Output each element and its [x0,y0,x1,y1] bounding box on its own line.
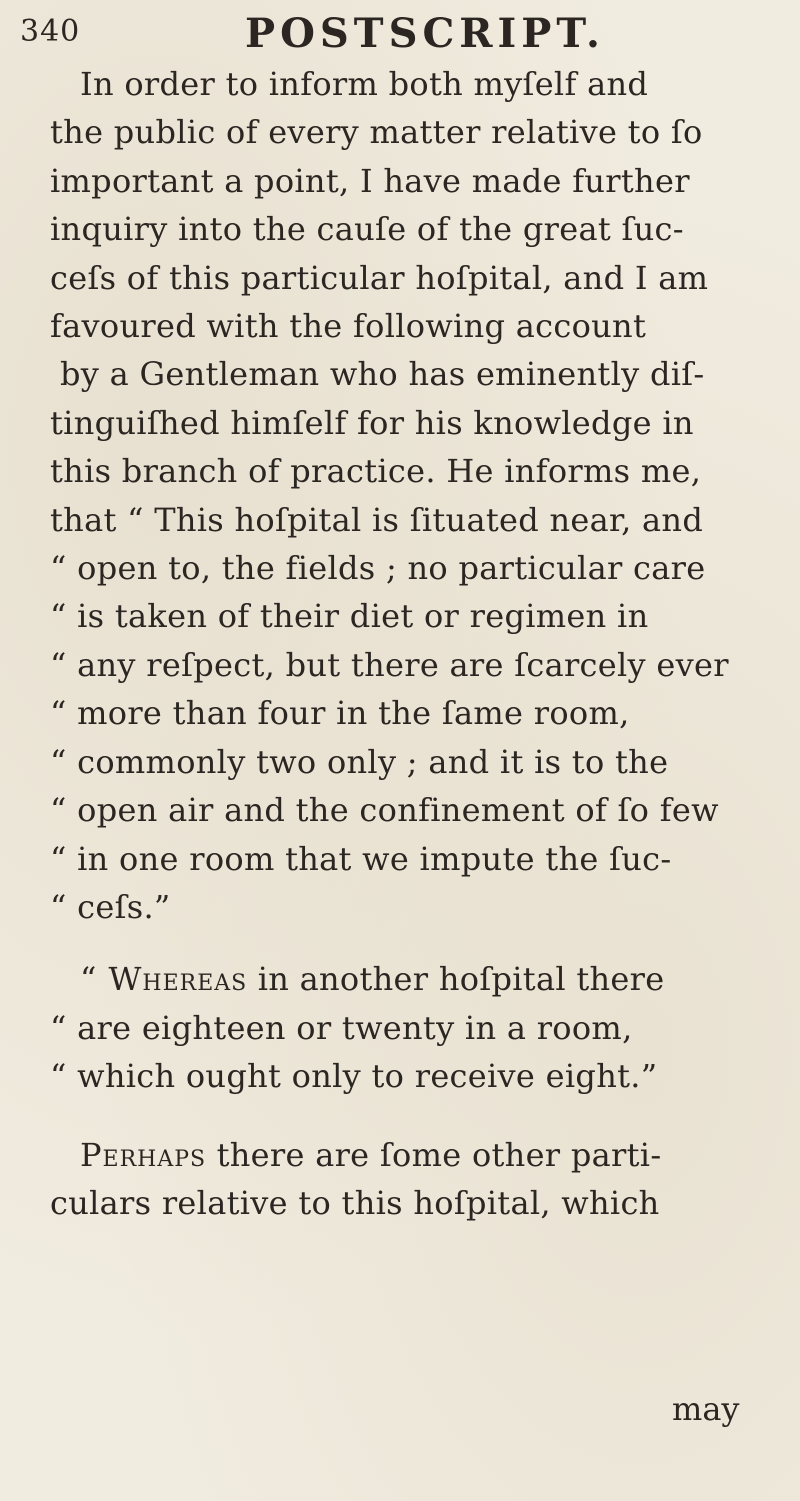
text-line: this branch of practice. He informs me, [50,452,702,491]
text-line: “ in one room that we impute the ſuc- [50,839,672,878]
text-line: “ ceſs.” [50,887,171,926]
text-run: in another hoſpital there [247,960,665,999]
paragraph-1 [50,60,770,931]
text-line: “ open air and the confinement of ſo few [50,791,719,830]
text-line: “ are eighteen or twenty in a room, [50,1008,633,1047]
text-line: “ open to, the fields ; no particular care [50,549,706,588]
text-line: that “ This hoſpital is ſituated near, and [50,500,704,539]
paragraph-2 [50,955,770,1100]
text-line: In order to inform both myſelf and [80,65,649,103]
paragraph-gap [50,1101,770,1131]
text-line: by a Gentleman who has eminently diſ- [60,355,705,394]
text-line: “ commonly two only ; and it is to the [50,742,669,781]
page-header [20,8,760,58]
text-line [50,1131,770,1179]
text-line: “ which ought only to receive eight.” [50,1057,658,1096]
text-line: culars relative to this hoſpital, which [50,1183,660,1222]
page-body [50,60,770,1227]
text-line: “ is taken of their diet or regimen in [50,597,649,636]
text-line [50,955,770,1003]
text-line: inquiry into the cauſe of the great ſuc- [50,210,684,249]
running-head: POSTSCRIPT. [245,10,605,57]
text-line: “ more than four in the ſame room, [50,694,630,733]
page-number: 340 [20,14,81,49]
small-caps-lead: “ Whereas [80,960,248,999]
catchword: may [672,1390,740,1428]
text-line: favoured with the following account [50,307,647,346]
text-line: tinguiſhed himſelf for his knowledge in [50,403,694,442]
paragraph-3 [50,1131,770,1228]
text-line: “ any reſpect, but there are ſcarcely ever [50,645,729,684]
text-line: important a point, I have made further [50,161,690,200]
text-run: there are ſome other parti- [206,1135,662,1174]
small-caps-lead: Perhaps [80,1135,207,1174]
paragraph-gap [50,931,770,955]
text-line: ceſs of this particular hoſpital, and I am [50,258,709,297]
text-line: the public of every matter relative to ſo [50,113,703,152]
